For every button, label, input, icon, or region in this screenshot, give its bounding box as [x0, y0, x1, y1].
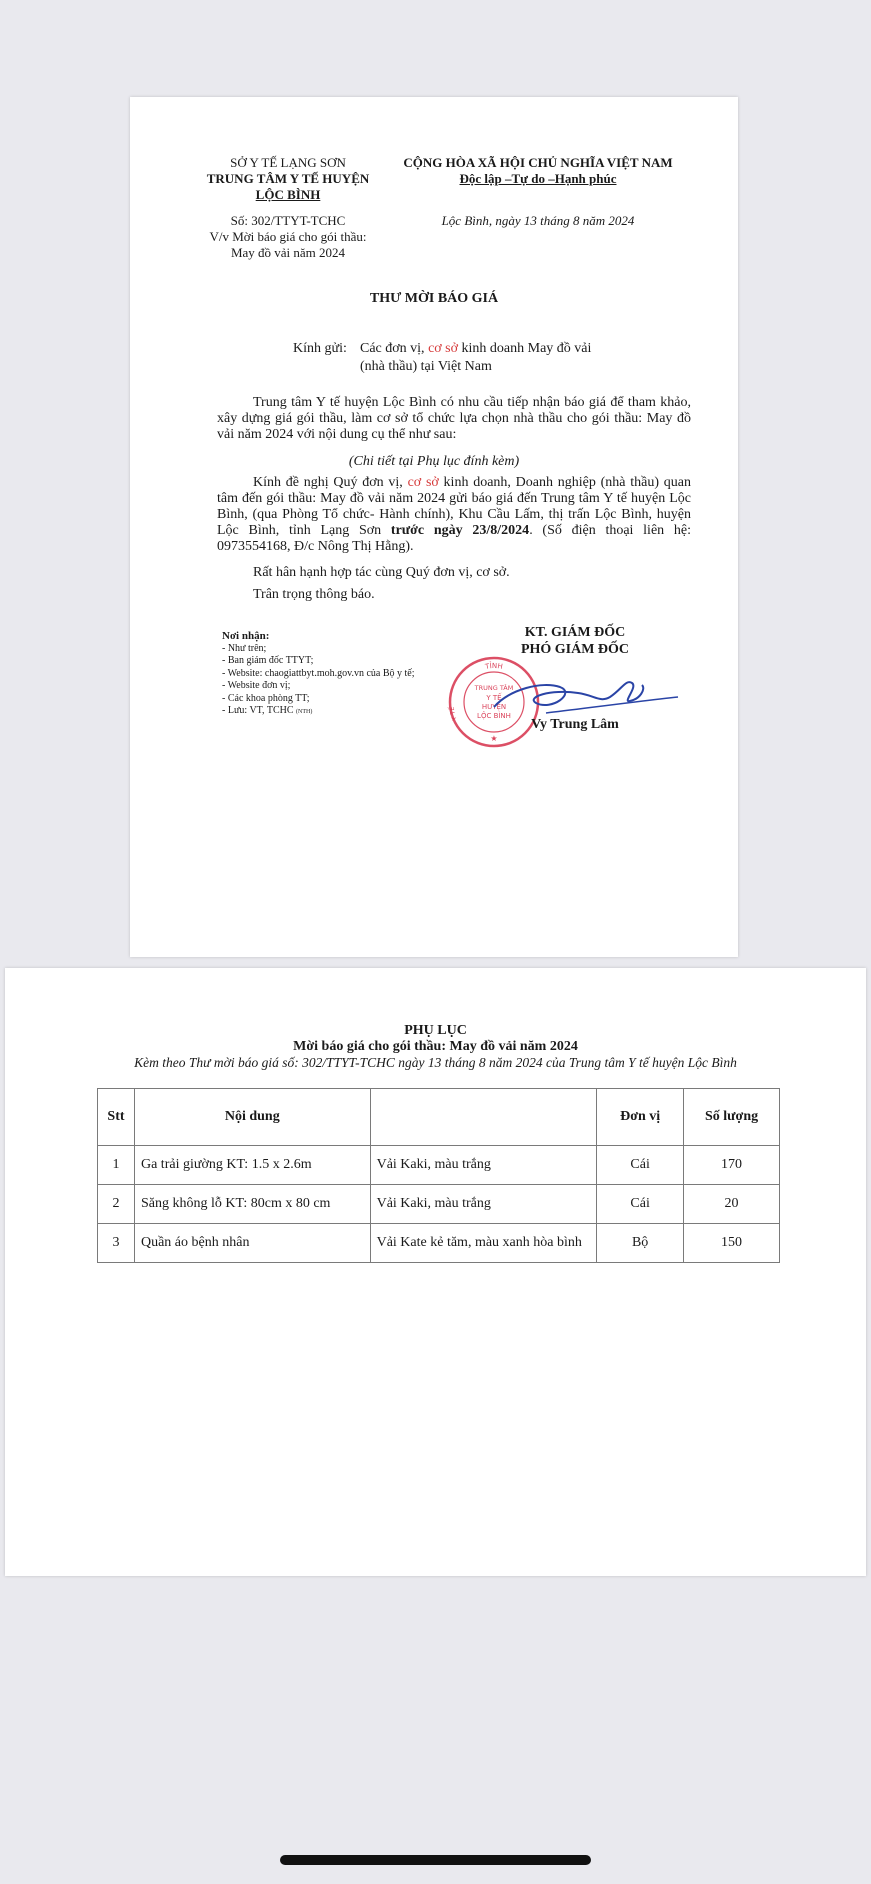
intro-paragraph: Trung tâm Y tế huyện Lộc Bình có nhu cầu tiếp nhận báo giá để tham khảo, xây dựng giá gói thầu, làm cơ sở tổ chức lựa chọn nhà thầu cho gói thầu: May đồ vải năm 2024 với nội dung cụ thể như sau:	[217, 395, 691, 442]
appendix-title: PHỤ LỤC	[404, 1023, 467, 1038]
closing-line: Rất hân hạnh hợp tác cùng Quý đơn vị, cơ sở.	[253, 565, 510, 580]
recipients-heading: Nơi nhận:	[222, 630, 270, 642]
national-title: CỘNG HÒA XÃ HỘI CHỦ NGHĨA VIỆT NAM	[403, 155, 673, 170]
letter-page	[130, 97, 738, 957]
center-name-line-2: LỘC BÌNH	[255, 187, 321, 202]
recipient-item: - Như trên;	[222, 642, 267, 654]
header-cell	[370, 1089, 597, 1146]
recipient-item: - Các khoa phòng TT;	[222, 692, 310, 704]
appendix-caption: Kèm theo Thư mời báo giá số: 302/TTYT-TCHC ngày 13 tháng 8 năm 2024 của Trung tâm Y tế huyện Lộc Bình	[134, 1055, 737, 1070]
signature-title-2: PHÓ GIÁM ĐỐC	[520, 642, 630, 657]
stamp-top-text: TỈNH	[484, 661, 504, 671]
recipient-item: - Lưu: VT, TCHC (NTH)	[222, 705, 313, 716]
greeting-recipients: Các đơn vị, cơ sở kinh doanh May đồ vải	[360, 341, 592, 356]
table-cell: Vải Kaki, màu trắng	[370, 1185, 597, 1224]
table-cell: 1	[98, 1146, 135, 1185]
stamp-center-text: Y TẾ	[486, 694, 502, 702]
header-cell: Nội dung	[134, 1089, 370, 1146]
table-cell: Cái	[597, 1146, 684, 1185]
table-cell: Vải Kate kẻ tăm, màu xanh hòa bình	[370, 1224, 597, 1263]
table-cell: Săng không lỗ KT: 80cm x 80 cm	[134, 1185, 370, 1224]
stamp-center-text: HUYỆN	[481, 703, 507, 711]
national-motto: Độc lập –Tự do –Hạnh phúc	[459, 171, 617, 186]
table-cell: Quần áo bệnh nhân	[134, 1224, 370, 1263]
table-row	[98, 1185, 780, 1224]
table-cell: 170	[684, 1146, 780, 1185]
subject-line: V/v Mời báo giá cho gói thầu:	[209, 229, 367, 244]
home-indicator[interactable]	[280, 1855, 591, 1865]
appendix-page	[5, 968, 866, 1576]
recipient-item: - Website đơn vị;	[222, 680, 291, 691]
table-cell: 3	[98, 1224, 135, 1263]
table-row	[98, 1146, 780, 1185]
signature-title: KT. GIÁM ĐỐC	[524, 625, 626, 640]
center-name-line: TRUNG TÂM Y TẾ HUYỆN	[206, 171, 370, 186]
header-cell: Số lượng	[684, 1089, 780, 1146]
appendix-subtitle: Mời báo giá cho gói thầu: May đồ vải năm 2024	[293, 1039, 578, 1054]
table-cell: Cái	[597, 1185, 684, 1224]
recipient-item: - Website: chaogiattbyt.moh.gov.vn của Bộ y tế;	[222, 667, 415, 679]
header-cell: Đơn vị	[597, 1089, 684, 1146]
stamp-center-text: TRUNG TÂM	[474, 684, 514, 692]
signer-name: Vy Trung Lâm	[531, 717, 619, 732]
recipients-list	[222, 630, 415, 719]
letter-date: Lộc Bình, ngày 13 tháng 8 năm 2024	[441, 213, 635, 228]
document-number: Số: 302/TTYT-TCHC	[230, 213, 346, 228]
letter-title: THƯ MỜI BÁO GIÁ	[369, 291, 499, 306]
table-cell: Ga trải giường KT: 1.5 x 2.6m	[134, 1146, 370, 1185]
table-cell: 20	[684, 1185, 780, 1224]
stamp-star: ★	[490, 734, 498, 743]
agency-line: SỞ Y TẾ LẠNG SƠN	[230, 155, 346, 170]
appendix-note: (Chi tiết tại Phụ lục đính kèm)	[348, 454, 520, 469]
stamp-left-text: Y TẾ	[448, 706, 459, 722]
table-cell: 2	[98, 1185, 135, 1224]
greeting-recipients-2: (nhà thầu) tại Việt Nam	[360, 359, 492, 374]
table-cell: Vải Kaki, màu trắng	[370, 1146, 597, 1185]
table-header-row	[98, 1089, 780, 1146]
recipient-item: - Ban giám đốc TTYT;	[222, 655, 314, 666]
request-paragraph: Kính đề nghị Quý đơn vị, cơ sở kinh doanh, Doanh nghiệp (nhà thầu) quan tâm đến gói thầu: May đồ vải năm 2024 gửi báo giá đến Trung tâm Y tế huyện Lộc Bình, (qua Phòng Tổ chức- Hành chính), Khu Cầu Lấm, thị trấn Lộc Bình, huyện Lộc Bình, tỉnh Lạng Sơn trước ngày 23/8/2024. (Số điện thoại liên hệ: 0973554168, Đ/c Nông Thị Hằng).	[217, 475, 691, 554]
table-cell: Bộ	[597, 1224, 684, 1263]
closing-line-2: Trân trọng thông báo.	[253, 587, 375, 602]
header-cell: Stt	[98, 1089, 135, 1146]
greeting-label: Kính gửi:	[293, 341, 347, 356]
table-row	[98, 1224, 780, 1263]
stamp-center-text: LỘC BÌNH	[477, 712, 511, 720]
table-cell: 150	[684, 1224, 780, 1263]
subject-line-2: May đồ vải năm 2024	[230, 245, 346, 260]
items-table	[97, 1088, 780, 1263]
